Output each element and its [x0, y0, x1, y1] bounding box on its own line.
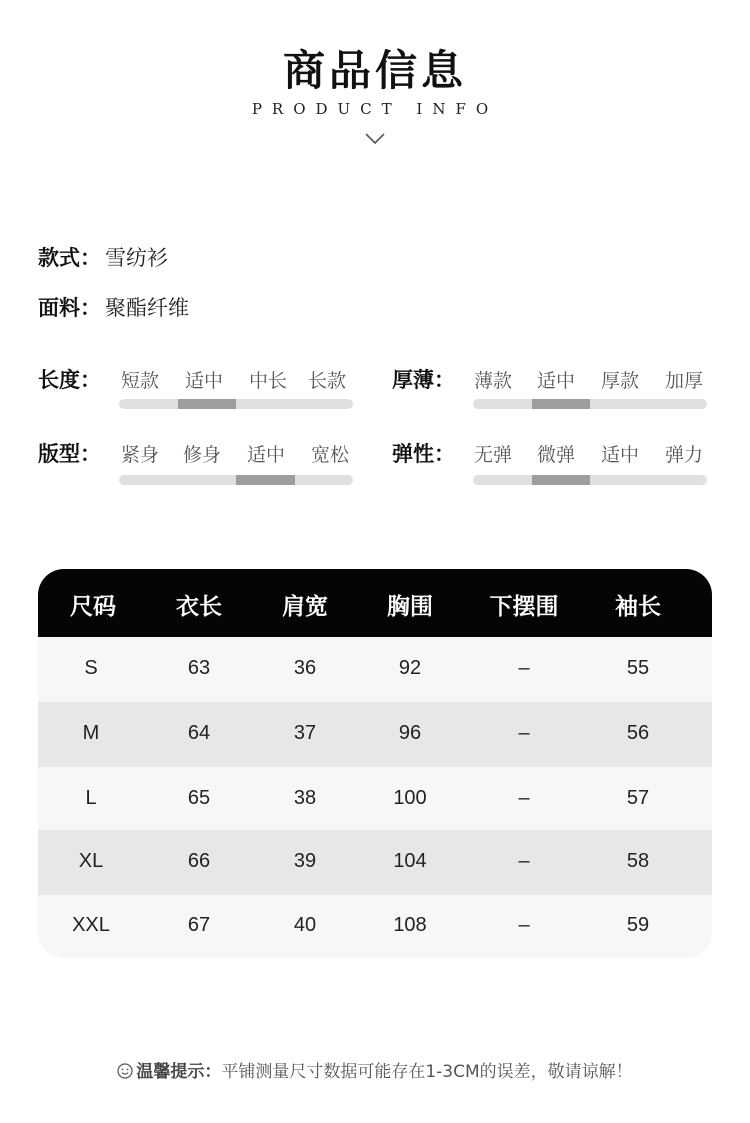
- scale-option: 加厚: [665, 370, 704, 392]
- footer-note: [0, 1057, 750, 1082]
- scale-option: 长款: [308, 370, 347, 392]
- scale-option: 适中: [601, 444, 640, 466]
- scale-option: 适中: [185, 370, 224, 392]
- chevron-down-icon: [364, 132, 386, 146]
- scale-label: 厚薄：: [392, 368, 455, 392]
- scale-track: [473, 399, 707, 409]
- table-cell: 59: [626, 914, 650, 936]
- column-header: 衣长: [176, 594, 222, 620]
- table-cell: 92: [398, 657, 422, 679]
- column-header: 尺码: [70, 594, 116, 620]
- table-cell: S: [84, 657, 98, 679]
- scale-track: [119, 399, 353, 409]
- scale-indicator: [532, 399, 591, 409]
- scale-option: 适中: [247, 444, 286, 466]
- table-row: [38, 637, 712, 702]
- table-cell: 39: [293, 850, 317, 872]
- scale-option: 适中: [537, 370, 576, 392]
- page-title: 商品信息: [282, 46, 467, 95]
- table-row: [38, 894, 712, 958]
- table-header: [38, 569, 712, 637]
- table-cell: 67: [187, 914, 211, 936]
- table-cell: 66: [187, 850, 211, 872]
- table-row: [38, 767, 712, 832]
- page-subtitle: PRODUCT INFO: [251, 100, 499, 118]
- table-cell: XL: [78, 850, 104, 872]
- table-cell: 37: [293, 722, 317, 744]
- footer-text: 平铺测量尺寸数据可能存在1-3CM的误差，敬请谅解！: [221, 1062, 633, 1082]
- scale-thickness: [392, 364, 712, 414]
- scale-elasticity: [392, 438, 712, 488]
- table-cell: 63: [187, 657, 211, 679]
- style-value: 雪纺衫: [105, 246, 168, 270]
- scale-track: [119, 475, 353, 485]
- table-cell: –: [518, 850, 530, 872]
- table-cell: –: [518, 722, 530, 744]
- scale-option: 宽松: [311, 444, 350, 466]
- table-row: [38, 702, 712, 767]
- scale-label: 长度：: [38, 368, 101, 392]
- scale-label: 弹性：: [392, 442, 455, 466]
- column-header: 袖长: [615, 594, 661, 620]
- footer-label: 温馨提示：: [136, 1062, 222, 1082]
- table-cell: 36: [293, 657, 317, 679]
- style-label: 款式：: [38, 246, 101, 270]
- table-cell: 40: [293, 914, 317, 936]
- fabric-row: [38, 292, 189, 322]
- scale-track: [473, 475, 707, 485]
- table-cell: 65: [187, 787, 211, 809]
- table-cell: –: [518, 787, 530, 809]
- table-cell: 55: [626, 657, 650, 679]
- scale-length: [38, 364, 358, 414]
- header: [0, 0, 750, 160]
- table-cell: –: [518, 657, 530, 679]
- scale-option: 薄款: [474, 370, 513, 392]
- fabric-label: 面料：: [38, 296, 101, 320]
- size-table: [38, 569, 712, 958]
- table-cell: 38: [293, 787, 317, 809]
- scale-option: 微弹: [537, 444, 576, 466]
- smile-icon: [117, 1063, 133, 1079]
- table-cell: M: [82, 722, 100, 744]
- table-cell: XXL: [72, 914, 110, 936]
- scale-option: 短款: [121, 370, 160, 392]
- scale-option: 紧身: [121, 444, 160, 466]
- scale-label: 版型：: [38, 442, 101, 466]
- style-row: [38, 242, 168, 272]
- scale-indicator: [178, 399, 237, 409]
- column-header: 肩宽: [282, 594, 328, 620]
- scale-fit: [38, 438, 358, 488]
- scale-option: 厚款: [601, 370, 640, 392]
- table-cell: 56: [626, 722, 650, 744]
- column-header: 胸围: [387, 594, 433, 620]
- table-cell: 104: [393, 850, 427, 872]
- scale-option: 修身: [183, 444, 222, 466]
- scale-option: 弹力: [665, 444, 704, 466]
- table-cell: 100: [393, 787, 427, 809]
- scale-indicator: [532, 475, 591, 485]
- scale-option: 无弹: [474, 444, 513, 466]
- table-cell: 64: [187, 722, 211, 744]
- table-cell: 108: [393, 914, 427, 936]
- scale-indicator: [236, 475, 295, 485]
- table-row: [38, 830, 712, 895]
- table-cell: 96: [398, 722, 422, 744]
- scale-option: 中长: [249, 370, 288, 392]
- table-cell: 57: [626, 787, 650, 809]
- table-cell: –: [518, 914, 530, 936]
- table-cell: L: [85, 787, 97, 809]
- column-header: 下摆围: [489, 594, 559, 620]
- fabric-value: 聚酯纤维: [105, 296, 189, 320]
- table-cell: 58: [626, 850, 650, 872]
